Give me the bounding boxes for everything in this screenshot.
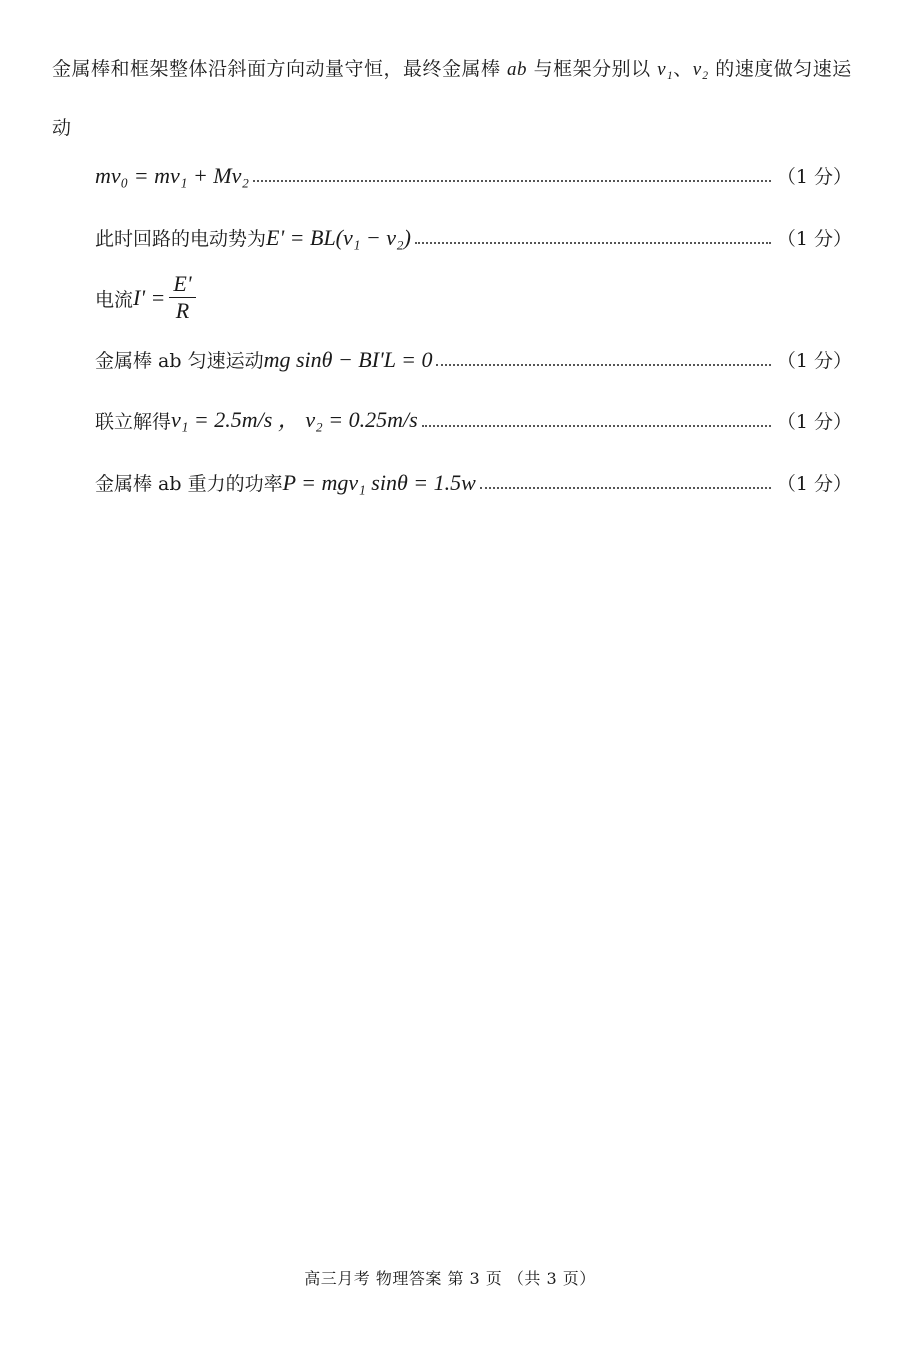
solution-line-result	[95, 400, 852, 434]
intro-paragraph	[52, 40, 862, 157]
intro-symbol-ab: ab	[507, 59, 528, 80]
intro-symbol-v1: v₁	[657, 59, 674, 80]
intro-text-b: 与框架分别以	[527, 58, 658, 80]
current-fraction	[169, 272, 195, 324]
solution-line-momentum	[95, 155, 852, 189]
dot-leader	[253, 180, 771, 182]
dot-leader	[422, 425, 771, 427]
dot-leader	[436, 364, 770, 366]
fraction-denominator: R	[175, 298, 190, 323]
current-lead-text: 电流	[95, 288, 134, 311]
score-label: （1 分）	[776, 411, 852, 433]
result-equation: v₁ = 2.5m/s ， v₂ = 0.25m/s	[171, 407, 418, 432]
intro-symbol-v2: v₂	[692, 59, 709, 80]
power-lead-text: 金属棒 ab 重力的功率	[95, 473, 283, 495]
score-label: （1 分）	[776, 350, 852, 372]
momentum-equation: mv₀ = mv₁ + Mv₂	[95, 163, 250, 188]
current-equation-lhs: I' =	[133, 285, 166, 310]
score-label: （1 分）	[776, 228, 852, 250]
result-lead-text: 联立解得	[95, 411, 172, 433]
solution-line-power	[95, 462, 852, 496]
solution-line-equilibrium	[95, 339, 852, 373]
emf-equation: E' = BL(v₁ − v₂)	[266, 225, 412, 250]
power-equation: P = mgv₁ sinθ = 1.5w	[282, 470, 476, 495]
solution-line-emf	[95, 217, 852, 251]
page-footer: 高三月考 物理答案 第 3 页 （共 3 页）	[304, 1269, 596, 1288]
intro-separator: 、	[673, 58, 693, 80]
intro-text-c: 的速度做匀速运动	[52, 58, 852, 139]
emf-lead-text: 此时回路的电动势为	[95, 228, 267, 250]
score-label: （1 分）	[776, 166, 852, 188]
score-label: （1 分）	[776, 473, 852, 495]
intro-text-a: 金属棒和框架整体沿斜面方向动量守恒，最终金属棒	[52, 58, 508, 80]
dot-leader	[415, 242, 771, 244]
fraction-numerator: E'	[169, 272, 195, 298]
dot-leader	[480, 487, 771, 489]
equilibrium-equation: mg sinθ − BI'L = 0	[263, 347, 433, 372]
equilibrium-lead-text: 金属棒 ab 匀速运动	[95, 350, 264, 372]
solution-line-current	[95, 270, 852, 326]
